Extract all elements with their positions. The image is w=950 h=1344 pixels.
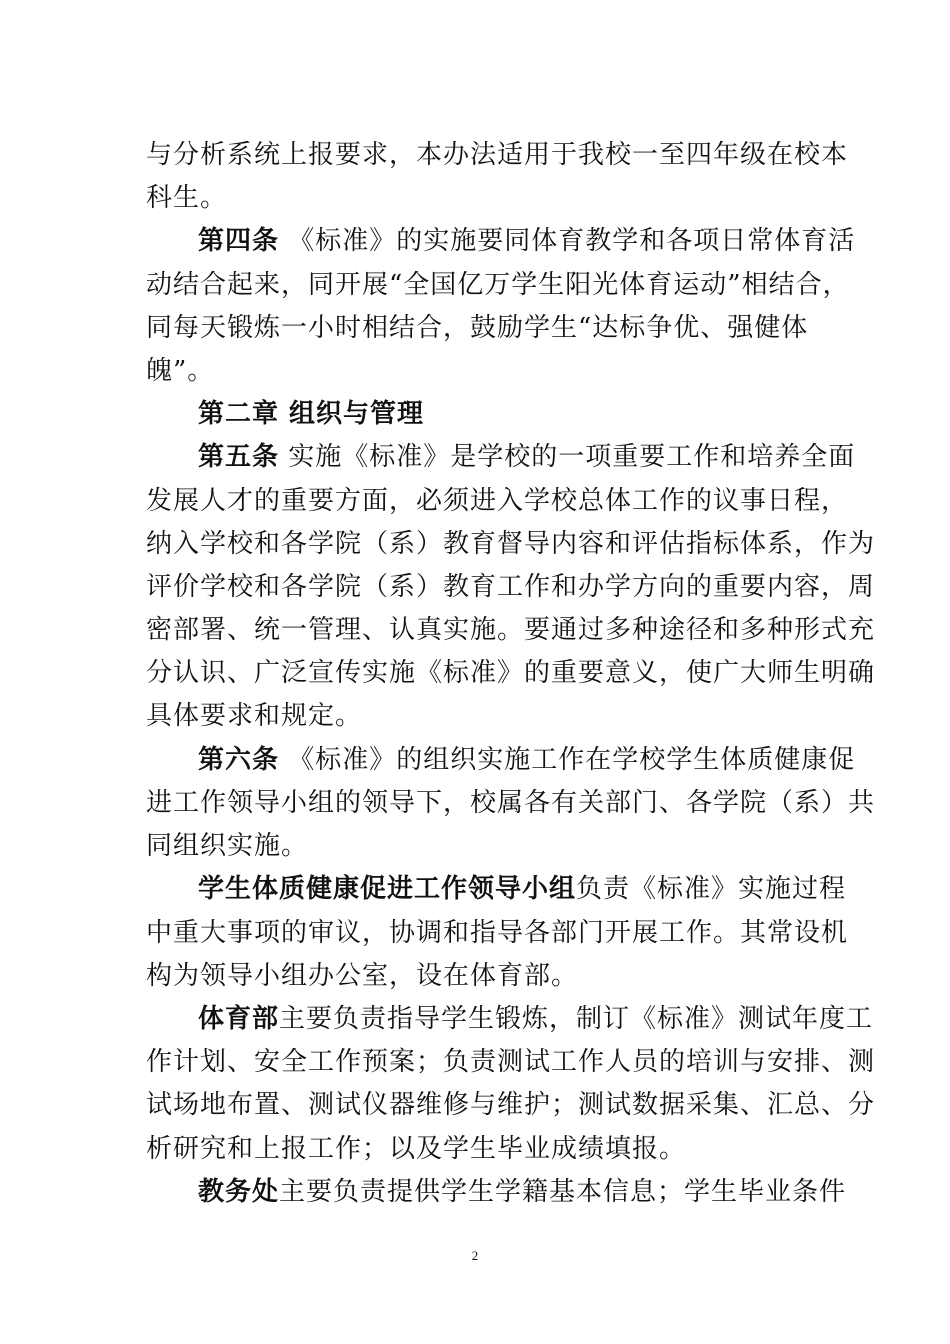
- article-4-first-line: [198, 226, 855, 256]
- paragraph-line: 具体要求和规定。: [146, 701, 363, 731]
- paragraph-line: 析研究和上报工作；以及学生毕业成绩填报。: [146, 1134, 687, 1164]
- article-5-text: 实施《标准》是学校的一项重要工作和培养全面: [279, 442, 856, 472]
- article-6-text: 《标准》的组织实施工作在学校学生体质健康促: [279, 745, 856, 775]
- pe-department-text: 主要负责指导学生锻炼，制订《标准》测试年度工: [279, 1004, 874, 1034]
- article-6-first-line: [198, 745, 855, 775]
- paragraph-line: 评价学校和各学院（系）教育工作和办学方向的重要内容，周: [146, 572, 876, 602]
- leadership-group-first-line: [198, 874, 846, 904]
- paragraph-line: 科生。: [146, 183, 228, 213]
- leadership-group-label: 学生体质健康促进工作领导小组: [198, 874, 577, 904]
- paragraph-line: 同组织实施。: [146, 831, 309, 861]
- pe-department-first-line: [198, 1004, 873, 1034]
- article-4-text: 《标准》的实施要同体育教学和各项日常体育活: [279, 226, 856, 256]
- paragraph-line: 试场地布置、测试仪器维修与维护；测试数据采集、汇总、分: [146, 1090, 876, 1120]
- paragraph-line: 与分析系统上报要求，本办法适用于我校一至四年级在校本: [146, 140, 849, 170]
- page-number: 2: [471, 1248, 479, 1263]
- academic-affairs-first-line: [198, 1177, 846, 1207]
- academic-affairs-label: 教务处: [198, 1177, 280, 1207]
- article-6-label: 第六条: [198, 745, 280, 775]
- article-4-label: 第四条: [198, 226, 280, 256]
- paragraph-line: 同每天锻炼一小时相结合，鼓励学生“达标争优、强健体: [146, 313, 809, 343]
- paragraph-line: 魄”。: [146, 356, 215, 386]
- academic-affairs-text: 主要负责提供学生学籍基本信息；学生毕业条件: [279, 1177, 847, 1207]
- paragraph-line: 发展人才的重要方面，必须进入学校总体工作的议事日程，: [146, 486, 849, 516]
- paragraph-line: 中重大事项的审议，协调和指导各部门开展工作。其常设机: [146, 918, 849, 948]
- article-5-label: 第五条: [198, 442, 280, 472]
- paragraph-line: 进工作领导小组的领导下，校属各有关部门、各学院（系）共: [146, 788, 876, 818]
- chapter-2-heading: 第二章 组织与管理: [198, 399, 425, 429]
- paragraph-line: 纳入学校和各学院（系）教育督导内容和评估指标体系，作为: [146, 529, 876, 559]
- leadership-group-text: 负责《标准》实施过程: [576, 874, 847, 904]
- pe-department-label: 体育部: [198, 1004, 280, 1034]
- paragraph-line: 分认识、广泛宣传实施《标准》的重要意义，使广大师生明确: [146, 658, 876, 688]
- paragraph-line: 动结合起来，同开展“全国亿万学生阳光体育运动”相结合，: [146, 270, 850, 300]
- paragraph-line: 作计划、安全工作预案；负责测试工作人员的培训与安排、测: [146, 1047, 876, 1077]
- paragraph-line: 密部署、统一管理、认真实施。要通过多种途径和多种形式充: [146, 615, 876, 645]
- article-5-first-line: [198, 442, 855, 472]
- paragraph-line: 构为领导小组办公室，设在体育部。: [146, 961, 579, 991]
